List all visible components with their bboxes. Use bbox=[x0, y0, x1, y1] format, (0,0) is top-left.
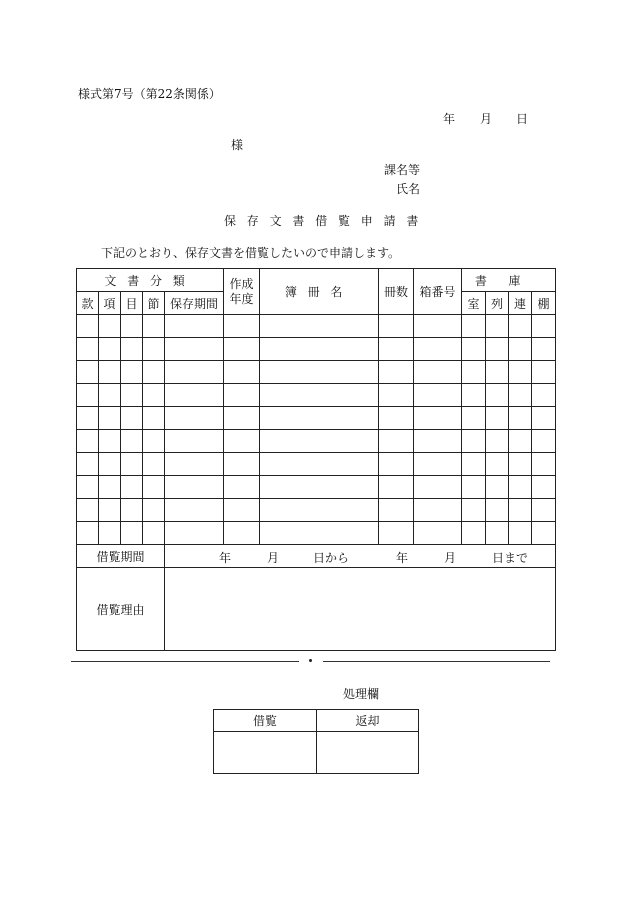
table-cell[interactable] bbox=[99, 522, 121, 545]
col-room: 室 bbox=[462, 292, 486, 315]
table-row bbox=[77, 407, 556, 430]
table-cell[interactable] bbox=[143, 499, 165, 522]
period-values: 年 月 日から 年 月 日まで bbox=[165, 545, 556, 568]
table-cell[interactable] bbox=[143, 407, 165, 430]
table-cell[interactable] bbox=[77, 453, 99, 476]
table-cell[interactable] bbox=[77, 430, 99, 453]
table-cell[interactable] bbox=[143, 476, 165, 499]
table-cell[interactable] bbox=[486, 522, 509, 545]
table-cell[interactable] bbox=[486, 315, 509, 338]
table-cell[interactable] bbox=[121, 361, 143, 384]
table-cell[interactable] bbox=[486, 476, 509, 499]
table-row bbox=[77, 361, 556, 384]
table-cell[interactable] bbox=[143, 453, 165, 476]
table-cell[interactable] bbox=[260, 384, 379, 407]
table-cell[interactable] bbox=[224, 476, 260, 499]
table-cell[interactable] bbox=[486, 338, 509, 361]
table-cell[interactable] bbox=[379, 430, 414, 453]
table-cell[interactable] bbox=[509, 361, 532, 384]
table-cell[interactable] bbox=[532, 430, 556, 453]
storage-header: 書庫 bbox=[462, 269, 556, 292]
table-cell[interactable] bbox=[224, 315, 260, 338]
table-cell[interactable] bbox=[462, 522, 486, 545]
box-number-header: 箱番号 bbox=[414, 269, 462, 315]
table-cell[interactable] bbox=[99, 476, 121, 499]
table-cell[interactable] bbox=[379, 338, 414, 361]
table-cell[interactable] bbox=[121, 476, 143, 499]
borrow-header: 借覧 bbox=[214, 710, 317, 732]
section-label: 課名等 bbox=[384, 163, 421, 177]
table-cell[interactable] bbox=[165, 499, 224, 522]
page-title: 保存文書借覧申請書 bbox=[224, 214, 430, 228]
table-cell[interactable] bbox=[165, 522, 224, 545]
table-cell[interactable] bbox=[143, 430, 165, 453]
table-cell[interactable] bbox=[77, 361, 99, 384]
table-cell[interactable] bbox=[260, 499, 379, 522]
table-cell[interactable] bbox=[77, 407, 99, 430]
table-cell[interactable] bbox=[165, 315, 224, 338]
reason-label: 借覧理由 bbox=[77, 568, 165, 651]
col-kou: 項 bbox=[99, 292, 121, 315]
table-row bbox=[77, 453, 556, 476]
period-label: 借覧期間 bbox=[77, 545, 165, 568]
return-header: 返却 bbox=[317, 710, 419, 732]
table-cell[interactable] bbox=[143, 315, 165, 338]
table-row bbox=[77, 315, 556, 338]
table-cell[interactable] bbox=[379, 522, 414, 545]
table-cell[interactable] bbox=[462, 430, 486, 453]
table-cell[interactable] bbox=[143, 522, 165, 545]
table-row bbox=[77, 476, 556, 499]
table-cell[interactable] bbox=[462, 476, 486, 499]
col-kan: 款 bbox=[77, 292, 99, 315]
table-cell[interactable] bbox=[462, 407, 486, 430]
table-cell[interactable] bbox=[99, 361, 121, 384]
table-cell[interactable] bbox=[532, 407, 556, 430]
table-cell[interactable] bbox=[77, 338, 99, 361]
table-cell[interactable] bbox=[121, 453, 143, 476]
table-cell[interactable] bbox=[486, 361, 509, 384]
cut-line-right bbox=[323, 661, 550, 662]
table-cell[interactable] bbox=[532, 315, 556, 338]
table-cell[interactable] bbox=[99, 315, 121, 338]
table-cell[interactable] bbox=[414, 361, 462, 384]
intro-text: 下記のとおり、保存文書を借覧したいので申請します。 bbox=[101, 246, 401, 260]
date-day: 日 bbox=[516, 112, 529, 126]
table-cell[interactable] bbox=[143, 384, 165, 407]
table-cell[interactable] bbox=[99, 338, 121, 361]
table-cell[interactable] bbox=[486, 499, 509, 522]
table-cell[interactable] bbox=[260, 315, 379, 338]
table-cell[interactable] bbox=[379, 407, 414, 430]
table-cell[interactable] bbox=[224, 499, 260, 522]
table-cell[interactable] bbox=[509, 453, 532, 476]
table-cell[interactable] bbox=[379, 499, 414, 522]
form-number: 様式第7号（第22条関係） bbox=[78, 87, 221, 101]
table-cell[interactable] bbox=[260, 453, 379, 476]
ledger-name-header: 簿冊名 bbox=[260, 269, 379, 315]
table-cell[interactable] bbox=[379, 476, 414, 499]
table-row bbox=[77, 430, 556, 453]
table-cell[interactable] bbox=[509, 476, 532, 499]
table-cell[interactable] bbox=[143, 361, 165, 384]
table-cell[interactable] bbox=[99, 453, 121, 476]
table-cell[interactable] bbox=[224, 361, 260, 384]
reason-field[interactable] bbox=[165, 568, 556, 651]
table-cell[interactable] bbox=[121, 499, 143, 522]
table-cell[interactable] bbox=[462, 499, 486, 522]
table-cell[interactable] bbox=[532, 522, 556, 545]
table-cell[interactable] bbox=[165, 430, 224, 453]
table-cell[interactable] bbox=[486, 407, 509, 430]
table-cell[interactable] bbox=[379, 315, 414, 338]
name-label: 氏名 bbox=[396, 182, 421, 196]
table-cell[interactable] bbox=[260, 338, 379, 361]
table-cell[interactable] bbox=[99, 499, 121, 522]
table-cell[interactable] bbox=[165, 384, 224, 407]
table-cell[interactable] bbox=[532, 499, 556, 522]
table-cell[interactable] bbox=[224, 522, 260, 545]
table-cell[interactable] bbox=[77, 384, 99, 407]
table-cell[interactable] bbox=[509, 338, 532, 361]
table-cell[interactable] bbox=[379, 453, 414, 476]
table-cell[interactable] bbox=[165, 338, 224, 361]
created-year-header: 作成 年度 bbox=[224, 269, 260, 315]
table-row bbox=[77, 499, 556, 522]
table-cell[interactable] bbox=[165, 361, 224, 384]
table-cell[interactable] bbox=[121, 315, 143, 338]
table-cell[interactable] bbox=[379, 384, 414, 407]
table-cell[interactable] bbox=[165, 407, 224, 430]
table-cell[interactable] bbox=[509, 407, 532, 430]
table-cell[interactable] bbox=[414, 476, 462, 499]
table-cell[interactable] bbox=[462, 453, 486, 476]
table-cell[interactable] bbox=[414, 315, 462, 338]
table-cell[interactable] bbox=[224, 338, 260, 361]
table-cell[interactable] bbox=[532, 453, 556, 476]
table-cell[interactable] bbox=[121, 522, 143, 545]
table-cell[interactable] bbox=[462, 315, 486, 338]
classification-header: 文書分類 bbox=[77, 269, 224, 292]
table-cell[interactable] bbox=[414, 407, 462, 430]
table-cell[interactable] bbox=[414, 430, 462, 453]
document-list-table bbox=[76, 268, 556, 651]
table-cell[interactable] bbox=[532, 384, 556, 407]
table-row bbox=[77, 522, 556, 545]
table-cell[interactable] bbox=[532, 476, 556, 499]
table-cell[interactable] bbox=[509, 315, 532, 338]
cut-line-dot bbox=[309, 659, 312, 662]
table-cell[interactable] bbox=[77, 499, 99, 522]
table-cell[interactable] bbox=[77, 476, 99, 499]
date-month: 月 bbox=[480, 112, 493, 126]
table-cell[interactable] bbox=[165, 476, 224, 499]
table-cell[interactable] bbox=[77, 315, 99, 338]
processing-title: 処理欄 bbox=[343, 687, 380, 701]
table-cell[interactable] bbox=[121, 384, 143, 407]
table-cell[interactable] bbox=[414, 453, 462, 476]
col-setsu: 節 bbox=[143, 292, 165, 315]
table-cell[interactable] bbox=[509, 384, 532, 407]
table-cell[interactable] bbox=[509, 499, 532, 522]
table-cell[interactable] bbox=[414, 522, 462, 545]
table-cell[interactable] bbox=[224, 453, 260, 476]
col-shelf: 棚 bbox=[532, 292, 556, 315]
table-cell[interactable] bbox=[260, 522, 379, 545]
table-cell[interactable] bbox=[224, 430, 260, 453]
table-cell[interactable] bbox=[486, 430, 509, 453]
table-cell[interactable] bbox=[224, 384, 260, 407]
table-cell[interactable] bbox=[509, 522, 532, 545]
volume-count-header: 冊数 bbox=[379, 269, 414, 315]
table-cell[interactable] bbox=[486, 453, 509, 476]
table-cell[interactable] bbox=[509, 430, 532, 453]
table-cell[interactable] bbox=[99, 384, 121, 407]
col-retention: 保存期間 bbox=[165, 292, 224, 315]
table-cell[interactable] bbox=[414, 338, 462, 361]
processing-table bbox=[213, 709, 419, 774]
return-stamp-cell[interactable] bbox=[317, 732, 419, 774]
table-row bbox=[77, 384, 556, 407]
table-cell[interactable] bbox=[143, 338, 165, 361]
table-cell[interactable] bbox=[260, 407, 379, 430]
borrow-stamp-cell[interactable] bbox=[214, 732, 317, 774]
table-cell[interactable] bbox=[121, 430, 143, 453]
table-row bbox=[77, 338, 556, 361]
table-cell[interactable] bbox=[224, 407, 260, 430]
addressee-suffix: 様 bbox=[231, 138, 244, 152]
table-cell[interactable] bbox=[165, 453, 224, 476]
table-cell[interactable] bbox=[532, 338, 556, 361]
table-cell[interactable] bbox=[462, 384, 486, 407]
table-cell[interactable] bbox=[462, 361, 486, 384]
table-cell[interactable] bbox=[99, 407, 121, 430]
table-cell[interactable] bbox=[121, 338, 143, 361]
col-unit: 連 bbox=[509, 292, 532, 315]
table-cell[interactable] bbox=[77, 522, 99, 545]
cut-line-left bbox=[71, 661, 299, 662]
col-row: 列 bbox=[486, 292, 509, 315]
table-cell[interactable] bbox=[260, 361, 379, 384]
table-cell[interactable] bbox=[260, 476, 379, 499]
table-cell[interactable] bbox=[414, 499, 462, 522]
table-cell[interactable] bbox=[260, 430, 379, 453]
table-cell[interactable] bbox=[99, 430, 121, 453]
col-moku: 目 bbox=[121, 292, 143, 315]
table-cell[interactable] bbox=[532, 361, 556, 384]
table-cell[interactable] bbox=[379, 361, 414, 384]
table-cell[interactable] bbox=[121, 407, 143, 430]
table-cell[interactable] bbox=[414, 384, 462, 407]
date-year: 年 bbox=[443, 112, 456, 126]
table-cell[interactable] bbox=[486, 384, 509, 407]
table-cell[interactable] bbox=[462, 338, 486, 361]
